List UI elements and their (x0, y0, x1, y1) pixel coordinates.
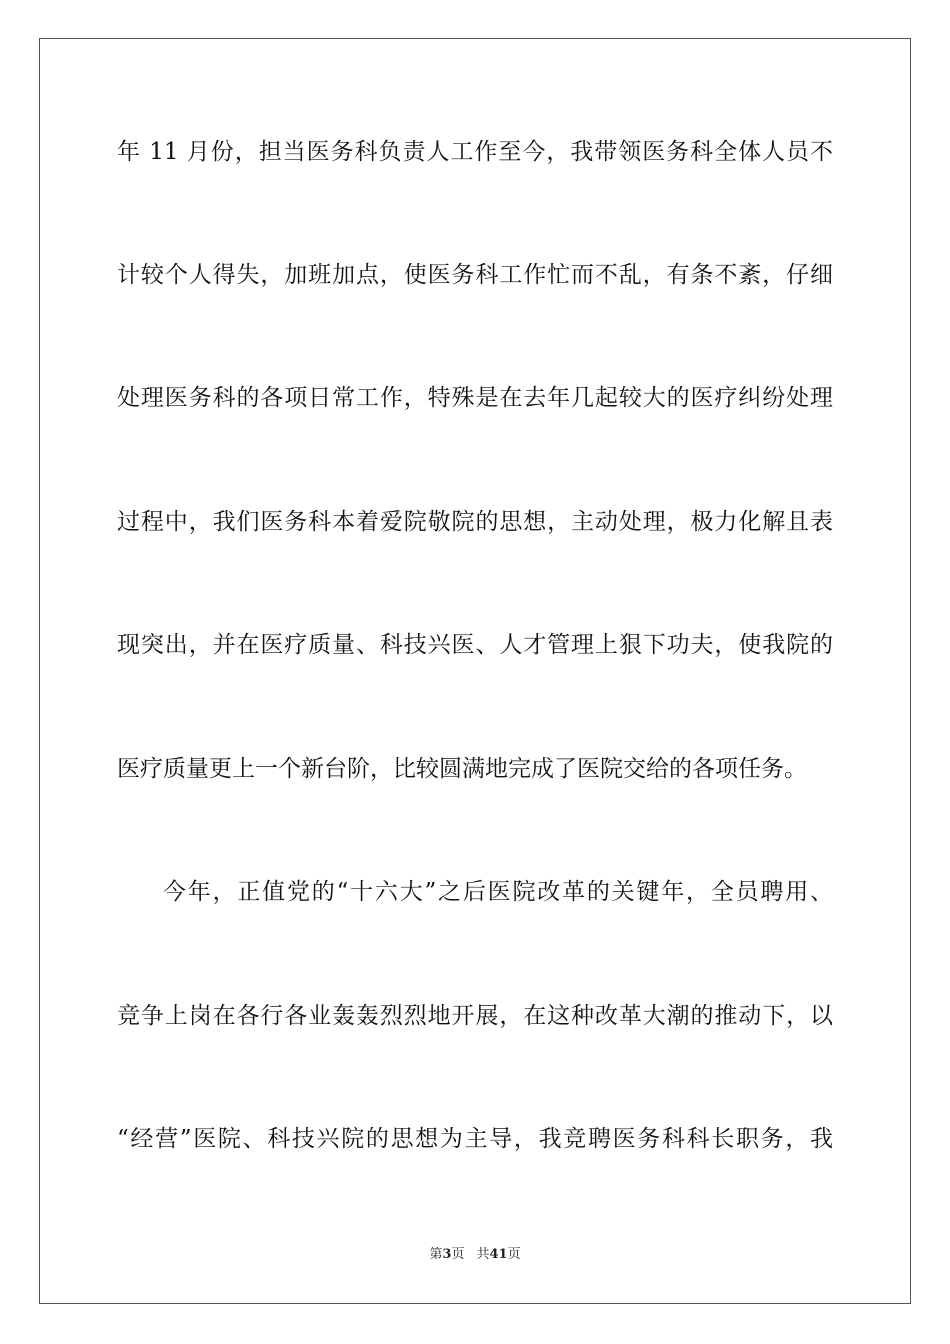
body-text-line: “经营”医院、科技兴院的思想为主导，我竞聘医务科科长职务，我 (117, 1126, 833, 1152)
paragraph-start-line: 今年，正值党的“十六大”之后医院改革的关键年，全员聘用、 (163, 879, 833, 905)
body-text-line: 年 11 月份，担当医务科负责人工作至今，我带领医务科全体人员不 (117, 139, 833, 165)
page-suffix: 页 (451, 1247, 465, 1262)
total-suffix: 页 (507, 1247, 521, 1262)
page-number: 3 (442, 1247, 452, 1262)
body-text-line: 医疗质量更上一个新台阶，比较圆满地完成了医院交给的各项任务。 (117, 756, 807, 782)
body-text-line: 处理医务科的各项日常工作，特殊是在去年几起较大的医疗纠纷处理 (117, 385, 833, 411)
page-prefix: 第 (429, 1247, 443, 1262)
page-footer (0, 1246, 950, 1264)
page-border (39, 38, 911, 1304)
body-text-line: 竞争上岗在各行各业轰轰烈烈地开展，在这种改革大潮的推动下，以 (117, 1003, 833, 1029)
total-prefix: 共 (476, 1247, 490, 1262)
total-pages: 41 (489, 1247, 508, 1262)
body-text-line: 过程中，我们医务科本着爱院敬院的思想，主动处理，极力化解且表 (117, 509, 833, 535)
body-text-line: 现突出，并在医疗质量、科技兴医、人才管理上狠下功夫，使我院的 (117, 632, 833, 658)
body-text-line: 计较个人得失，加班加点，使医务科工作忙而不乱，有条不紊，仔细 (117, 262, 833, 288)
